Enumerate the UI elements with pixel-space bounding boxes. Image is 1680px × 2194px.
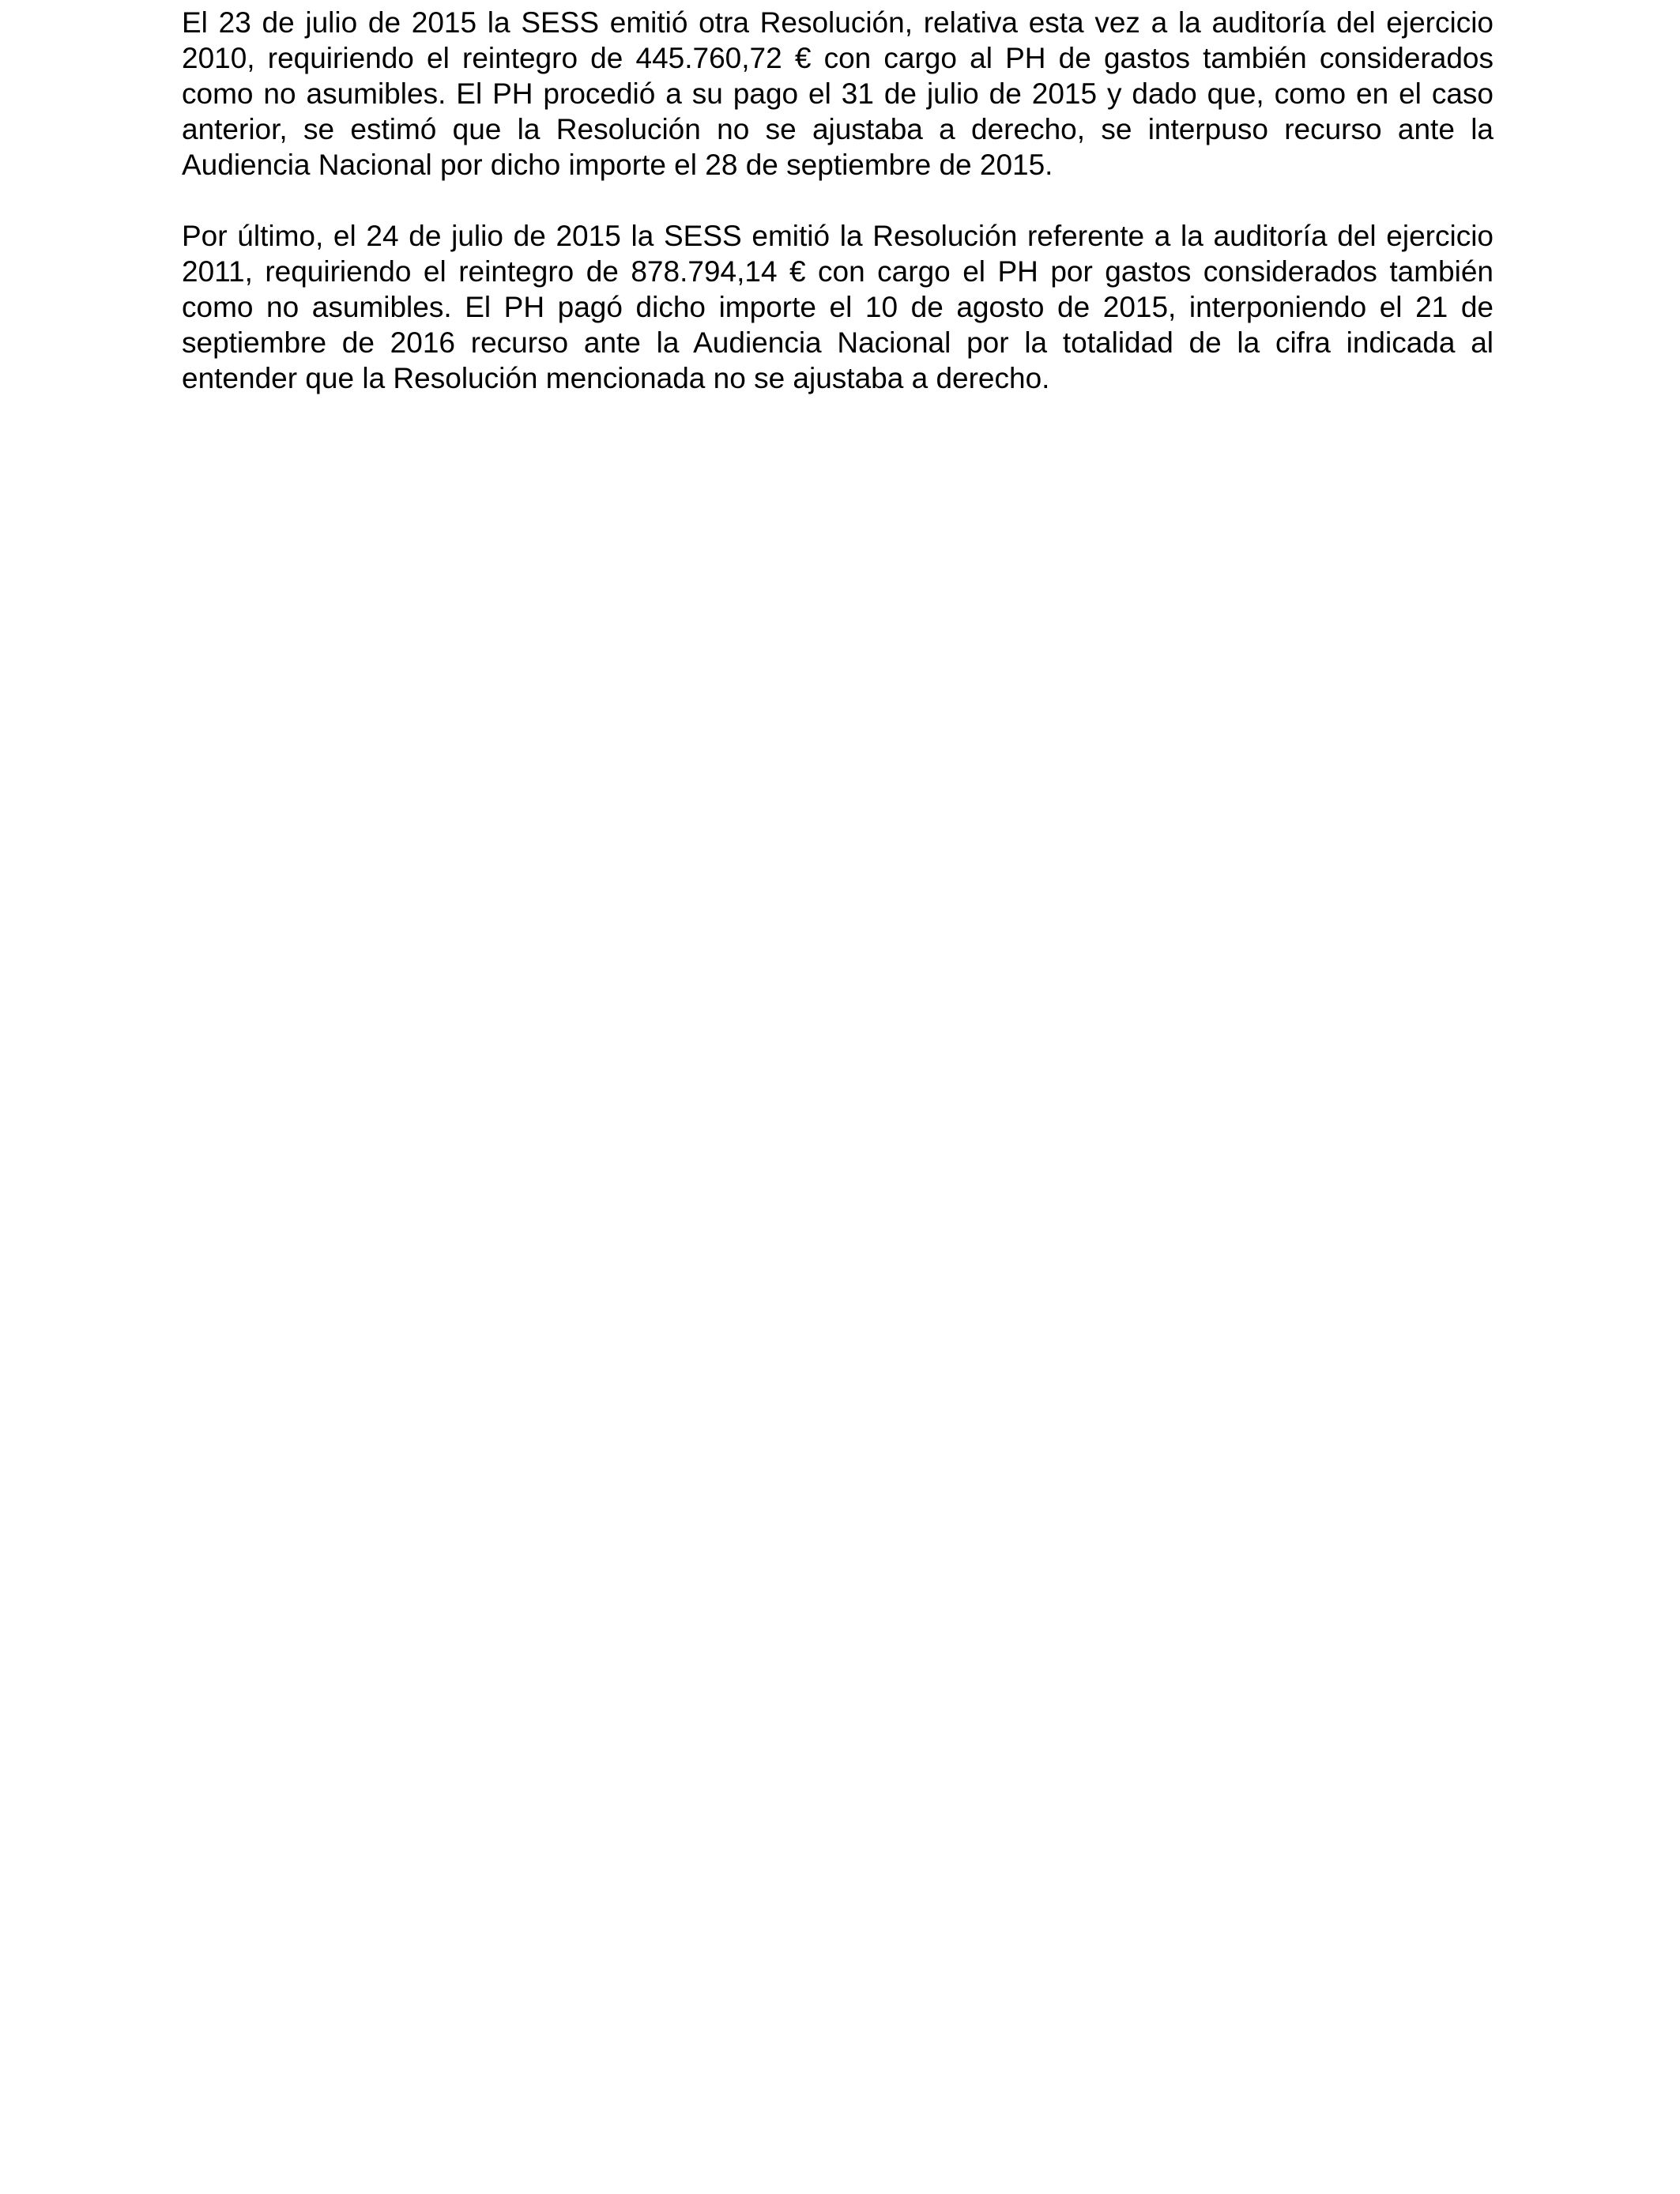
paragraph-auditoria-2010: El 23 de julio de 2015 la SESS emitió otra Resolución, relativa esta vez a la auditoría del ejercicio 2010, requiriendo el reintegro de 445.760,72 € con cargo al PH de gastos también considerados como no asumibles. El PH procedió a su pago el 31 de julio de 2015 y dado que, como en el caso anterior, se estimó que la Resolución no se ajustaba a derecho, se interpuso recurso ante la Audiencia Nacional por dicho importe el 28 de septiembre de 2015. — [182, 6, 1494, 181]
paragraph-auditoria-2011: Por último, el 24 de julio de 2015 la SESS emitió la Resolución referente a la auditoría del ejercicio 2011, requiriendo el reintegro de 878.794,14 € con cargo el PH por gastos considerados también como no asumibles. El PH pagó dicho importe el 10 de agosto de 2015, interponiendo el 21 de septiembre de 2016 recurso ante la Audiencia Nacional por la totalidad de la cifra indicada al entender que la Resolución mencionada no se ajustaba a derecho. — [182, 220, 1494, 394]
document-body — [182, 5, 1494, 396]
